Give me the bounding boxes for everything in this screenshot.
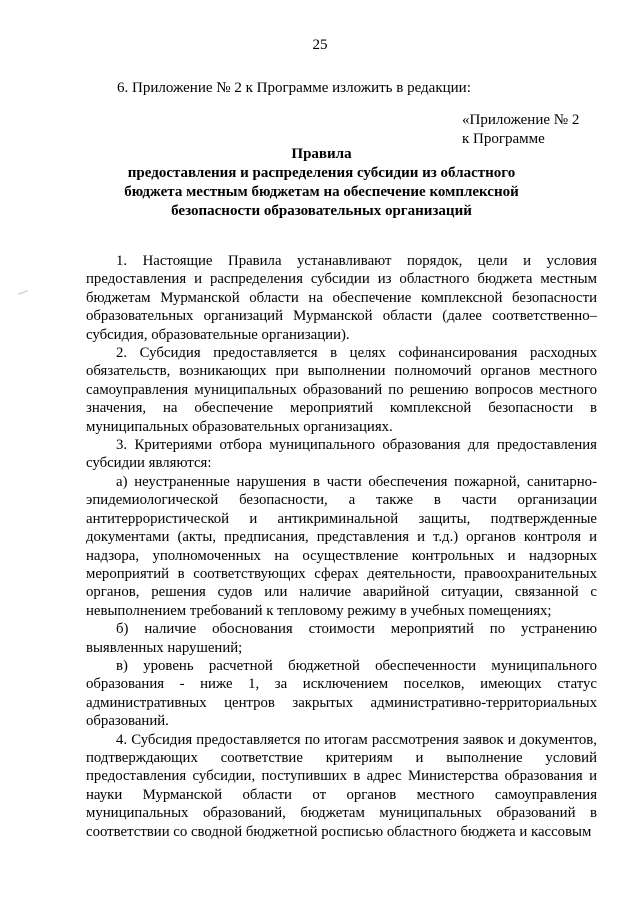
- paragraph-3a: а) неустраненные нарушения в части обеспечения пожарной, санитарно-эпидемиологической безопасности, а также в части организации антитеррористической и антикриминальной защиты, подтвержденные документами (акты, предписания, представления и т.д.) органов контроля и надзора, уполномоченных на осуществление контрольных и надзорных мероприятий в соответствующих сферах деятельности, правоохранительных органов, решения судов или наличие аварийной ситуации, связанной с невыполнением требований к тепловому режиму в учебных помещениях;: [86, 473, 597, 619]
- paragraph-1: 1. Настоящие Правила устанавливают порядок, цели и условия предоставления и распределения субсидии из областного бюджета местным бюджетам Мурманской области на обеспечение комплексной безопасности образовательных организаций Мурманской области (далее соответственно– субсидия, образовательные организации).: [86, 253, 597, 343]
- page-number: 25: [312, 37, 328, 53]
- paragraph-3: 3. Критериями отбора муниципального образования для предоставления субсидии являются:: [86, 437, 597, 472]
- paragraph-4: 4. Субсидия предоставляется по итогам рассмотрения заявок и документов, подтверждающих соответствие критериям и выполнение условий предоставления субсидии, поступивших в адрес Министерства образования и науки Мурманской области от органов местного самоуправления муниципальных образований, бюджетам муниципальных образований в соответствии со сводной бюджетной росписью областного бюджета и кассовым: [86, 731, 597, 840]
- paragraph-3b: б) наличие обоснования стоимости мероприятий по устранению выявленных нарушений;: [86, 621, 597, 656]
- appendix-reference: [462, 111, 612, 149]
- amendment-intro: 6. Приложение № 2 к Программе изложить в редакции:: [117, 80, 471, 96]
- title-subtitle: предоставления и распределения субсидии из областного бюджета местным бюджетам на обеспечение комплексной безопасности образовательных организаций: [124, 165, 519, 219]
- document-title: [110, 145, 533, 221]
- appendix-reference-line1: «Приложение № 2: [462, 112, 580, 128]
- title-heading: Правила: [291, 146, 352, 162]
- document-body: [86, 252, 597, 841]
- scan-margin-mark: [18, 290, 28, 294]
- paragraph-2: 2. Субсидия предоставляется в целях софинансирования расходных обязательств, возникающих при выполнении полномочий органов местного самоуправления муниципальных образований по решению вопросов местного значения, на обеспечение мероприятий комплексной безопасности в муниципальных образовательных организациях.: [86, 345, 597, 435]
- paragraph-3c: в) уровень расчетной бюджетной обеспеченности муниципального образования - ниже 1, за исключением поселков, имеющих статус административных центров закрытых административно-территориальных образований.: [86, 657, 597, 730]
- appendix-reference-line2: к Программе: [462, 131, 545, 147]
